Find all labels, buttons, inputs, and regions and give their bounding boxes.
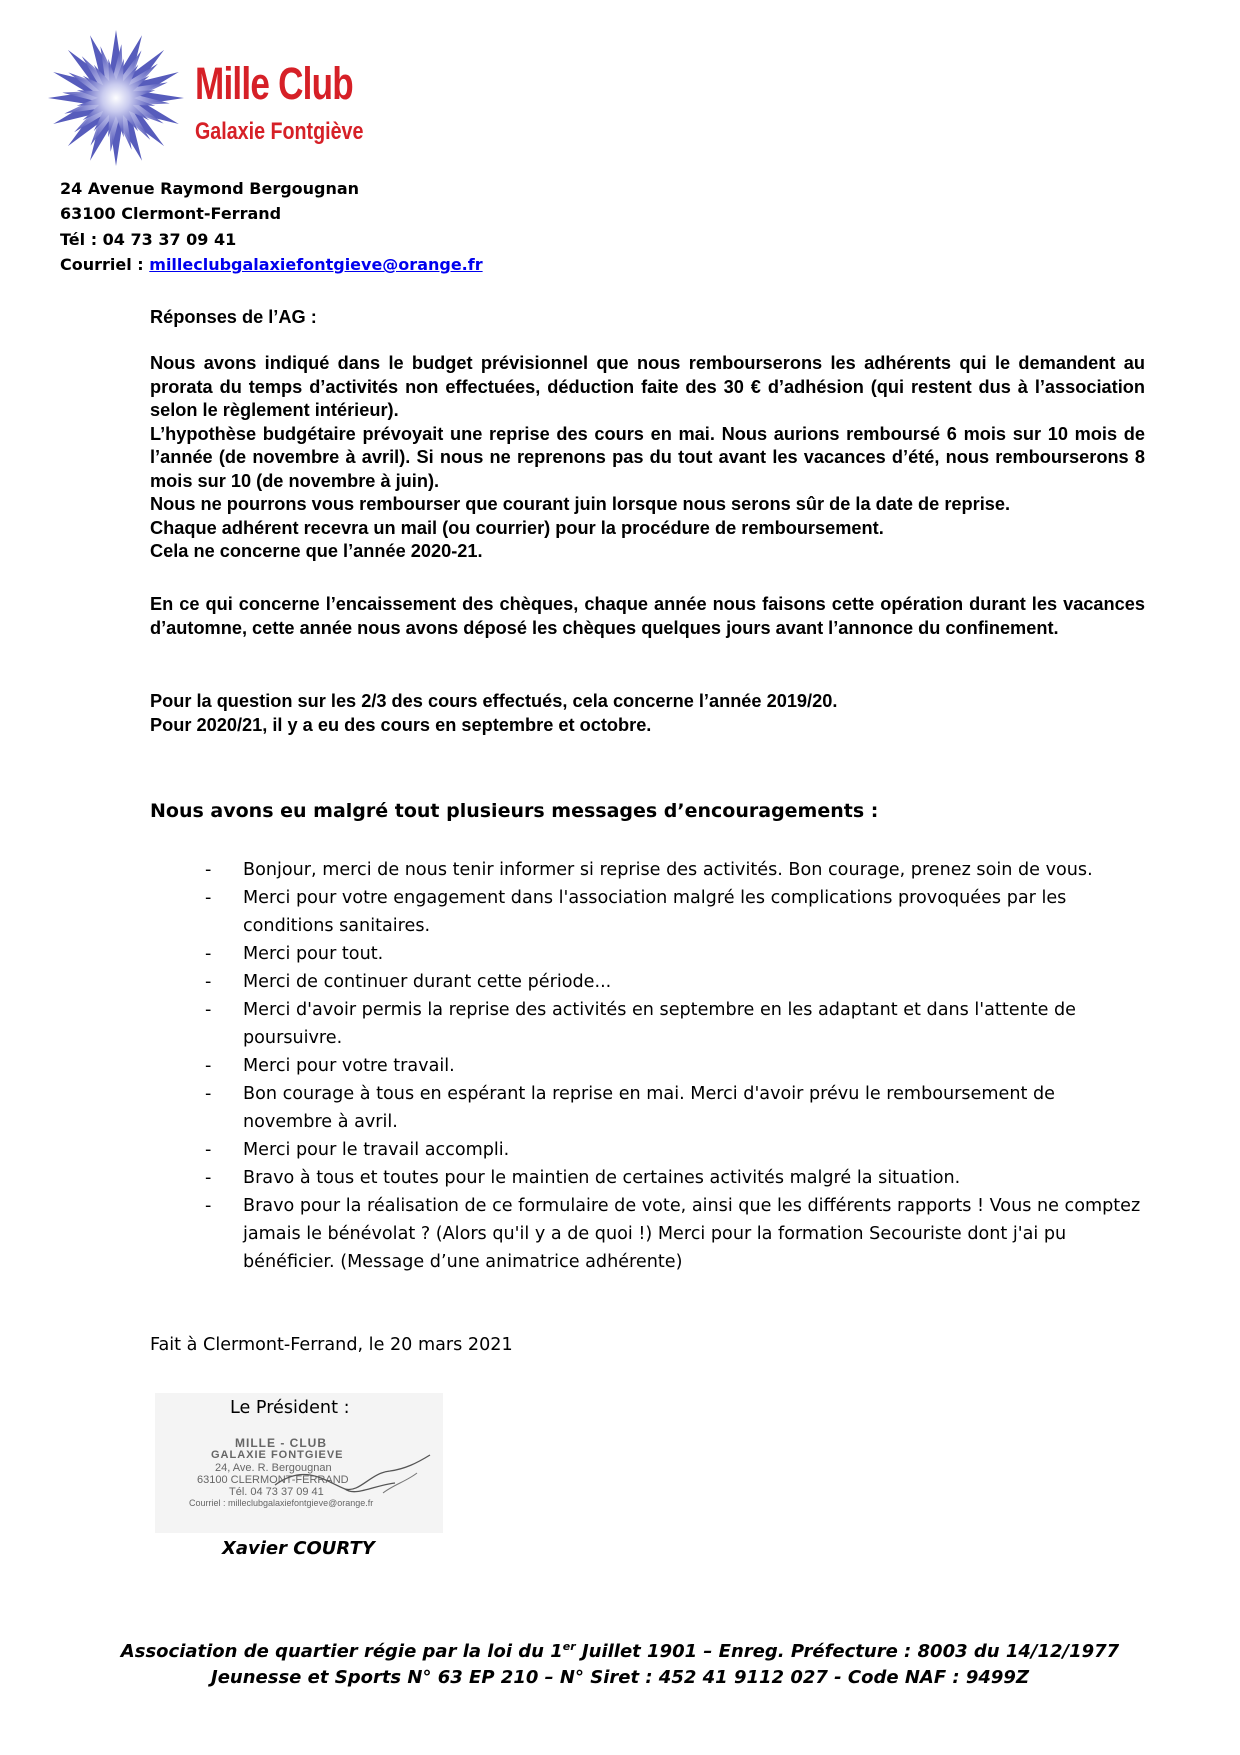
email-link[interactable]: milleclubgalaxiefontgieve@orange.fr (149, 255, 483, 274)
email-label: Courriel : (60, 255, 150, 274)
list-item-text: Bravo pour la réalisation de ce formulaire de vote, ainsi que les différents rapports ! Vous ne comptez jamais le bénévolat ? (Alors qu'il y a de quoi !) Merci pour la formation Secouriste dont j'ai pu bénéficier. (Message d’une animatrice adhérente) (243, 1196, 1141, 1272)
logo-star-icon (46, 28, 186, 168)
list-item-text: Merci de continuer durant cette période... (243, 972, 612, 992)
list-item (0, 1164, 1143, 1192)
paragraph-line: Pour 2020/21, il y a eu des cours en septembre et octobre. (150, 714, 652, 735)
bullet-dash: - (205, 1140, 212, 1160)
stamp-line: Tél. 04 73 37 09 41 (229, 1486, 324, 1498)
footer-line-1b: Juillet 1901 – Enreg. Préfecture : 8003 du 14/12/1977 (575, 1641, 1120, 1662)
list-item (0, 940, 1143, 968)
encouragements-title: Nous avons eu malgré tout plusieurs messages d’encouragements : (150, 800, 879, 822)
paragraph-line: Pour la question sur les 2/3 des cours effectués, cela concerne l’année 2019/20. (150, 691, 838, 711)
signatory-name: Xavier COURTY (222, 1538, 375, 1559)
paragraph-line: Nous avons indiqué dans le budget prévisionnel que nous rembourserons les adhérents qui le demandent au prorata du temps d’activités non effectuées, déduction faite des 30 € d’adhésion (qui restent dus à l’association selon le règlement intérieur). (150, 353, 1145, 420)
paragraph-line: Chaque adhérent recevra un mail (ou courrier) pour la procédure de remboursement. (150, 517, 884, 538)
list-item (0, 1080, 1143, 1136)
org-subtitle: Galaxie Fontgiève (195, 118, 364, 145)
list-item-text: Bonjour, merci de nous tenir informer si reprise des activités. Bon courage, prenez soin de vous. (243, 860, 1093, 880)
bullet-dash: - (205, 888, 212, 908)
footer-line-1 (0, 1640, 1240, 1662)
list-item-text: Merci pour le travail accompli. (243, 1140, 510, 1160)
list-item (0, 996, 1143, 1052)
bullet-dash: - (205, 972, 212, 992)
list-item (0, 884, 1143, 940)
place-date: Fait à Clermont-Ferrand, le 20 mars 2021 (150, 1335, 513, 1355)
stamp-line: 63100 CLERMONT-FERRAND (197, 1474, 349, 1486)
list-item (0, 1192, 1143, 1276)
encouragements-list (0, 856, 1240, 1276)
paragraph-line: L’hypothèse budgétaire prévoyait une reprise des cours en mai. Nous aurions remboursé 6 mois sur 10 mois de l’année (de novembre à avril). Si nous ne reprenons pas du tout avant les vacances d’été, nous rembourserons 8 mois sur 10 (de novembre à juin). (150, 423, 1145, 491)
list-item-text: Merci d'avoir permis la reprise des activités en septembre en les adaptant et dans l'attente de poursuivre. (243, 1000, 1076, 1048)
phone: Tél : 04 73 37 09 41 (60, 230, 237, 249)
stamp-line: MILLE - CLUB (235, 1436, 327, 1450)
bullet-dash: - (205, 1056, 212, 1076)
footer-line-1a: Association de quartier régie par la loi du 1 (120, 1641, 563, 1662)
list-item-text: Bravo à tous et toutes pour le maintien de certaines activités malgré la situation. (243, 1168, 961, 1188)
paragraph-3 (150, 690, 1145, 737)
list-item (0, 856, 1143, 884)
paragraph-1 (150, 352, 1145, 564)
section-title: Réponses de l’AG : (150, 307, 317, 327)
list-item-text: Merci pour votre engagement dans l'association malgré les complications provoquées par les conditions sanitaires. (243, 888, 1067, 936)
email-line (60, 255, 483, 274)
list-item-text: Bon courage à tous en espérant la reprise en mai. Merci d'avoir prévu le remboursement de novembre à avril. (243, 1084, 1055, 1132)
footer-sup: er (562, 1640, 576, 1653)
paragraph-line: En ce qui concerne l’encaissement des chèques, chaque année nous faisons cette opération durant les vacances d’automne, cette année nous avons déposé les chèques quelques jours avant l’annonce du confinement. (150, 594, 1145, 638)
bullet-dash: - (205, 1196, 212, 1216)
bullet-dash: - (205, 1084, 212, 1104)
stamp-line: Courriel : milleclubgalaxiefontgieve@orange.fr (189, 1498, 374, 1508)
bullet-dash: - (205, 860, 212, 880)
org-name: Mille Club (195, 58, 353, 109)
stamp-line: 24, Ave. R. Bergougnan (215, 1462, 332, 1474)
bullet-dash: - (205, 1168, 212, 1188)
footer-line-2: Jeunesse et Sports N° 63 EP 210 – N° Siret : 452 41 9112 027 - Code NAF : 9499Z (211, 1667, 1029, 1688)
bullet-dash: - (205, 1000, 212, 1020)
list-item (0, 1136, 1143, 1164)
paragraph-line: Nous ne pourrons vous rembourser que courant juin lorsque nous serons sûr de la date de reprise. (150, 494, 1011, 514)
bullet-dash: - (205, 944, 212, 964)
paragraph-2 (150, 593, 1145, 640)
stamp-line: GALAXIE FONTGIEVE (211, 1449, 344, 1461)
list-item (0, 1052, 1143, 1080)
president-label: Le Président : (230, 1398, 350, 1418)
list-item (0, 968, 1143, 996)
list-item-text: Merci pour votre travail. (243, 1056, 455, 1076)
list-item-text: Merci pour tout. (243, 944, 384, 964)
address-line-1: 24 Avenue Raymond Bergougnan (60, 179, 360, 198)
paragraph-line: Cela ne concerne que l’année 2020-21. (150, 541, 483, 561)
address-line-2: 63100 Clermont-Ferrand (60, 204, 282, 223)
